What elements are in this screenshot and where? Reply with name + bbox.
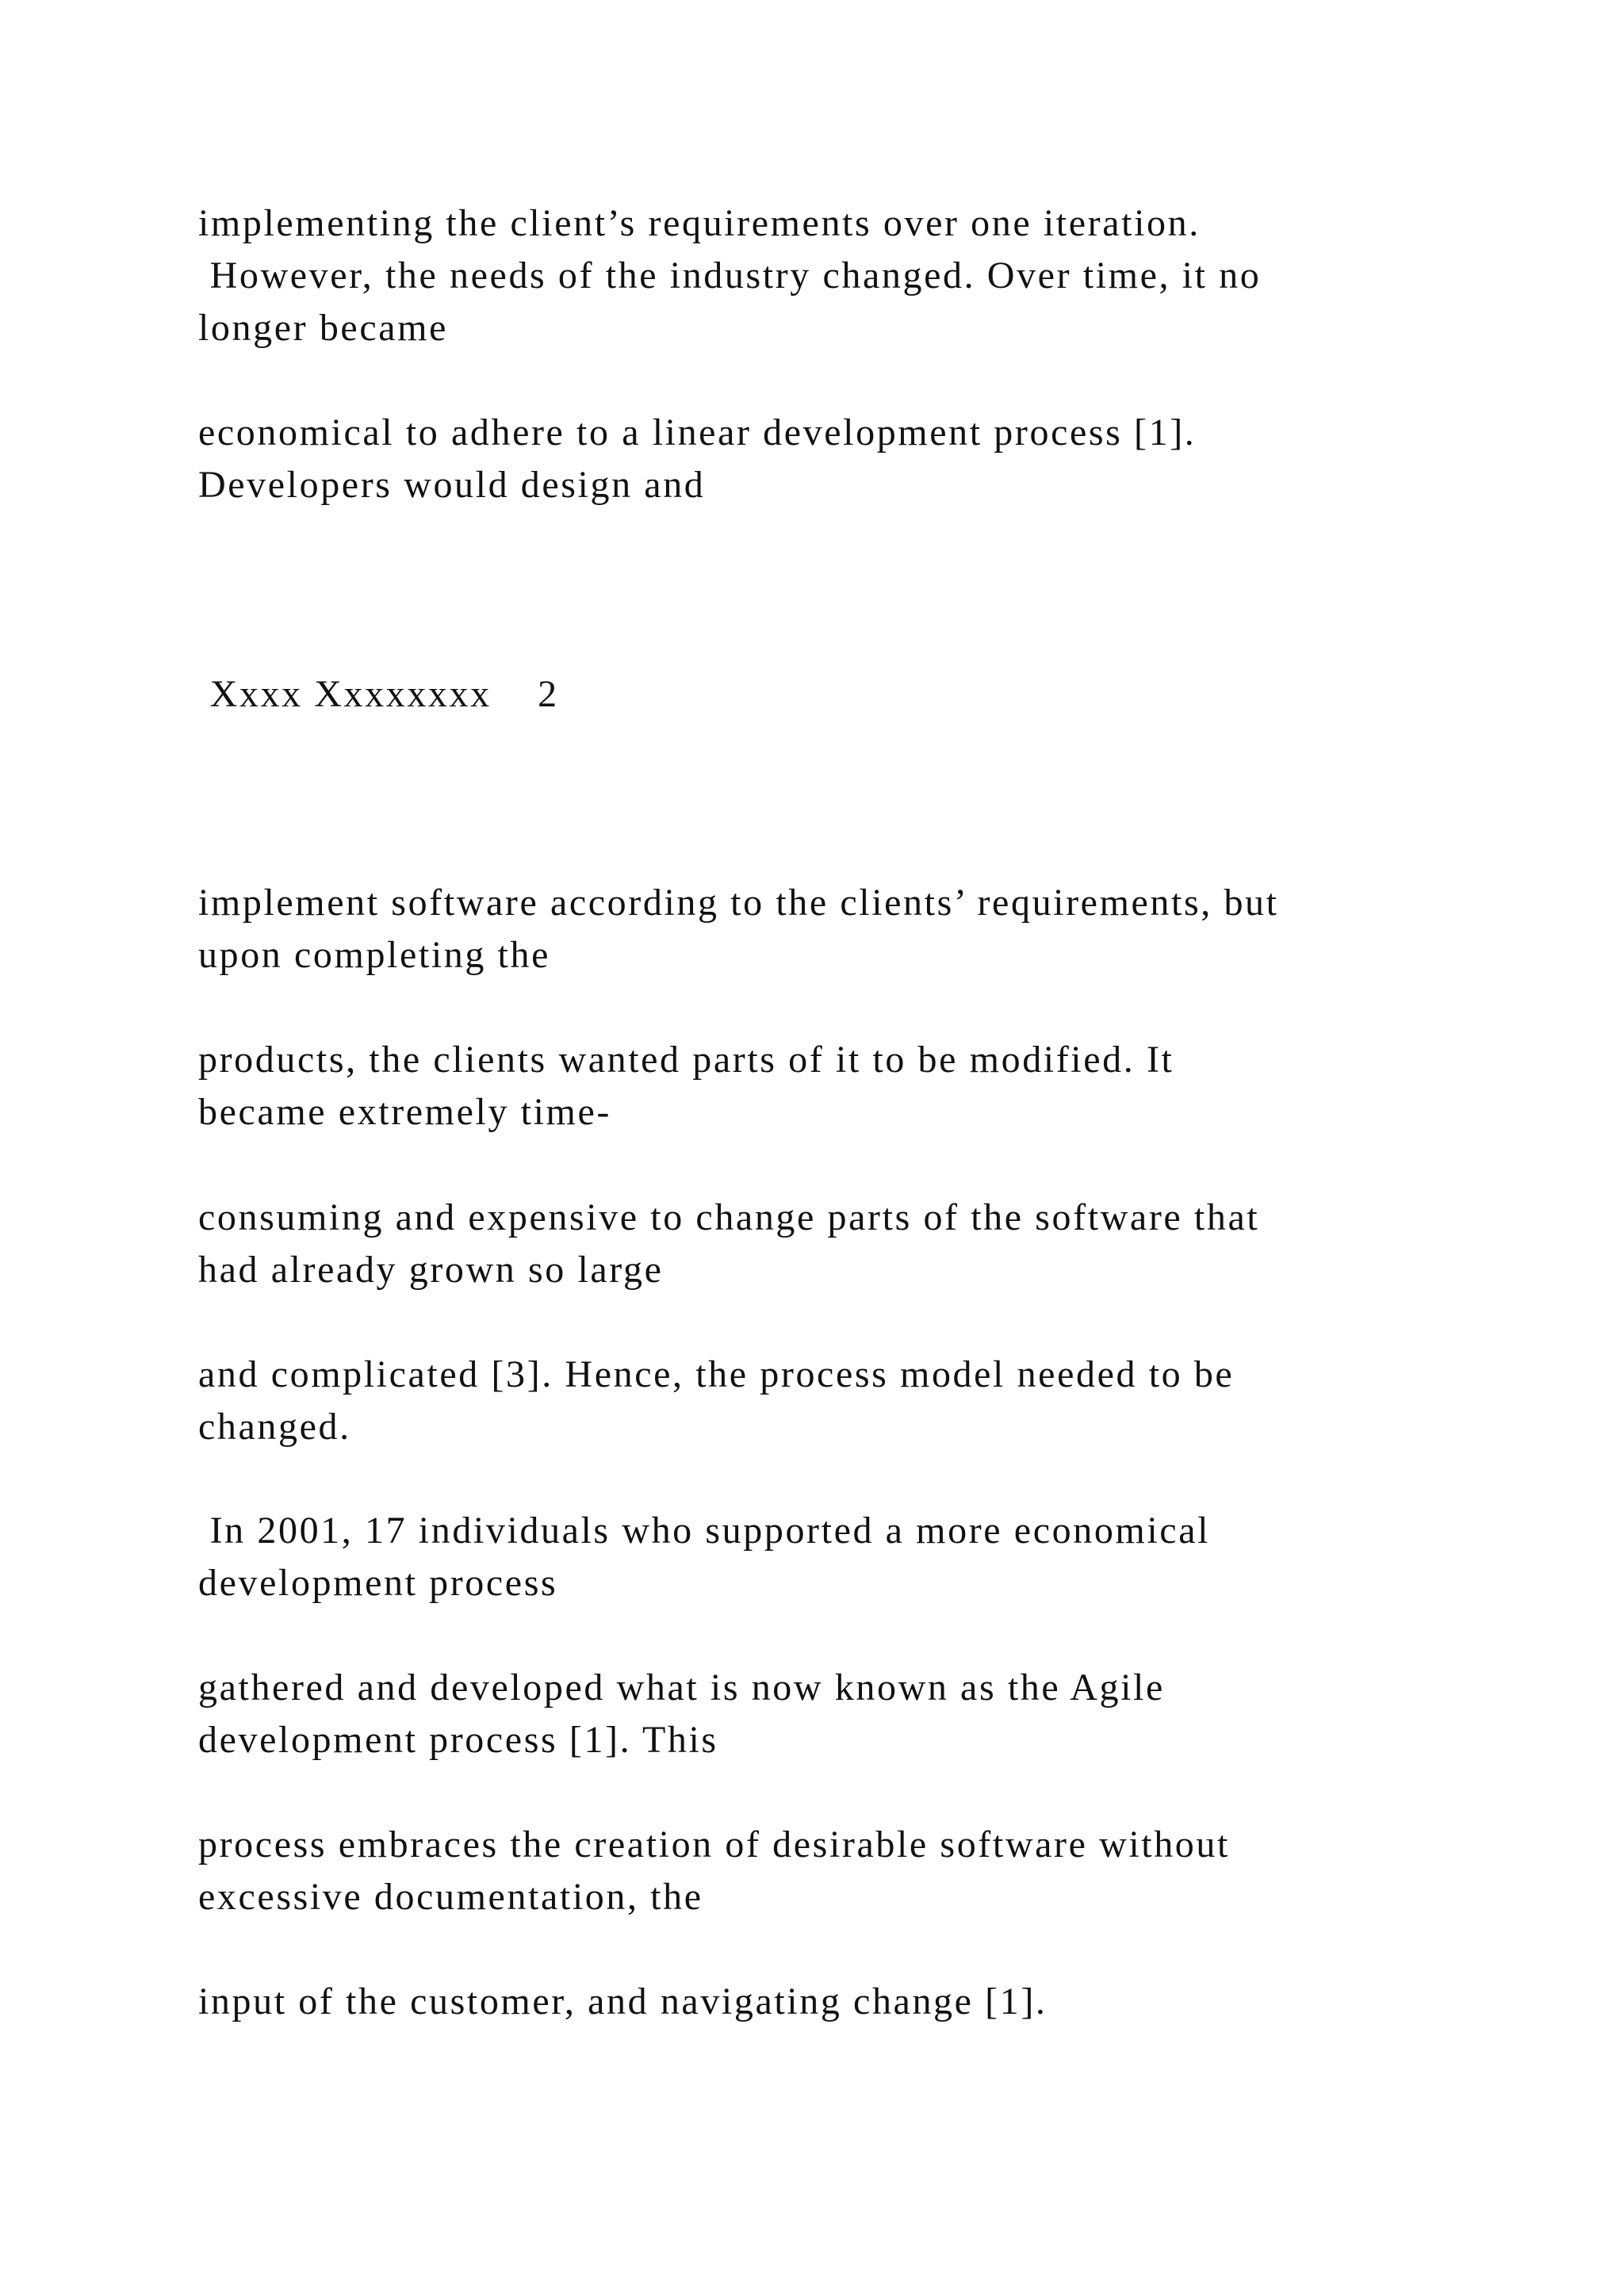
paragraph-5: [198, 1192, 1435, 1296]
running-header: Xxxx Xxxxxxxx 2: [198, 673, 559, 715]
text-line: and complicated [3]. Hence, the process model needed to be: [198, 1353, 1235, 1395]
paragraph-7: [198, 1505, 1435, 1609]
paragraph-1: [198, 197, 1435, 354]
paragraph-8: [198, 1662, 1435, 1766]
text-line: In 2001, 17 individuals who supported a more economical: [198, 1510, 1211, 1552]
paragraph-2: [198, 407, 1435, 511]
text-line: products, the clients wanted parts of it to be modified. It: [198, 1039, 1174, 1081]
paragraph-9: [198, 1819, 1435, 1923]
text-line: gathered and developed what is now known as the Agile: [198, 1667, 1165, 1709]
text-line: became extremely time-: [198, 1091, 611, 1133]
text-line: Developers would design and: [198, 464, 706, 506]
text-line: economical to adhere to a linear development process [1].: [198, 411, 1197, 453]
paragraph-4: [198, 1034, 1435, 1138]
text-line: longer became: [198, 307, 448, 349]
text-line: had already grown so large: [198, 1249, 664, 1291]
text-line: input of the customer, and navigating change [1].: [198, 1980, 1048, 2022]
paragraph-3: [198, 877, 1435, 982]
text-line: development process: [198, 1562, 558, 1604]
text-line: However, the needs of the industry changed. Over time, it no: [198, 254, 1262, 297]
text-line: development process [1]. This: [198, 1719, 718, 1761]
text-line: consuming and expensive to change parts of the software that: [198, 1196, 1260, 1238]
text-line: upon completing the: [198, 934, 550, 976]
text-line: changed.: [198, 1406, 351, 1448]
paragraph-6: [198, 1349, 1435, 1453]
text-line: implement software according to the clients’ requirements, but: [198, 882, 1279, 924]
text-line: implementing the client’s requirements over one iteration.: [198, 202, 1201, 244]
text-line: process embraces the creation of desirable software without: [198, 1823, 1230, 1866]
paragraph-10: [198, 1976, 1435, 2028]
text-line: excessive documentation, the: [198, 1876, 703, 1918]
